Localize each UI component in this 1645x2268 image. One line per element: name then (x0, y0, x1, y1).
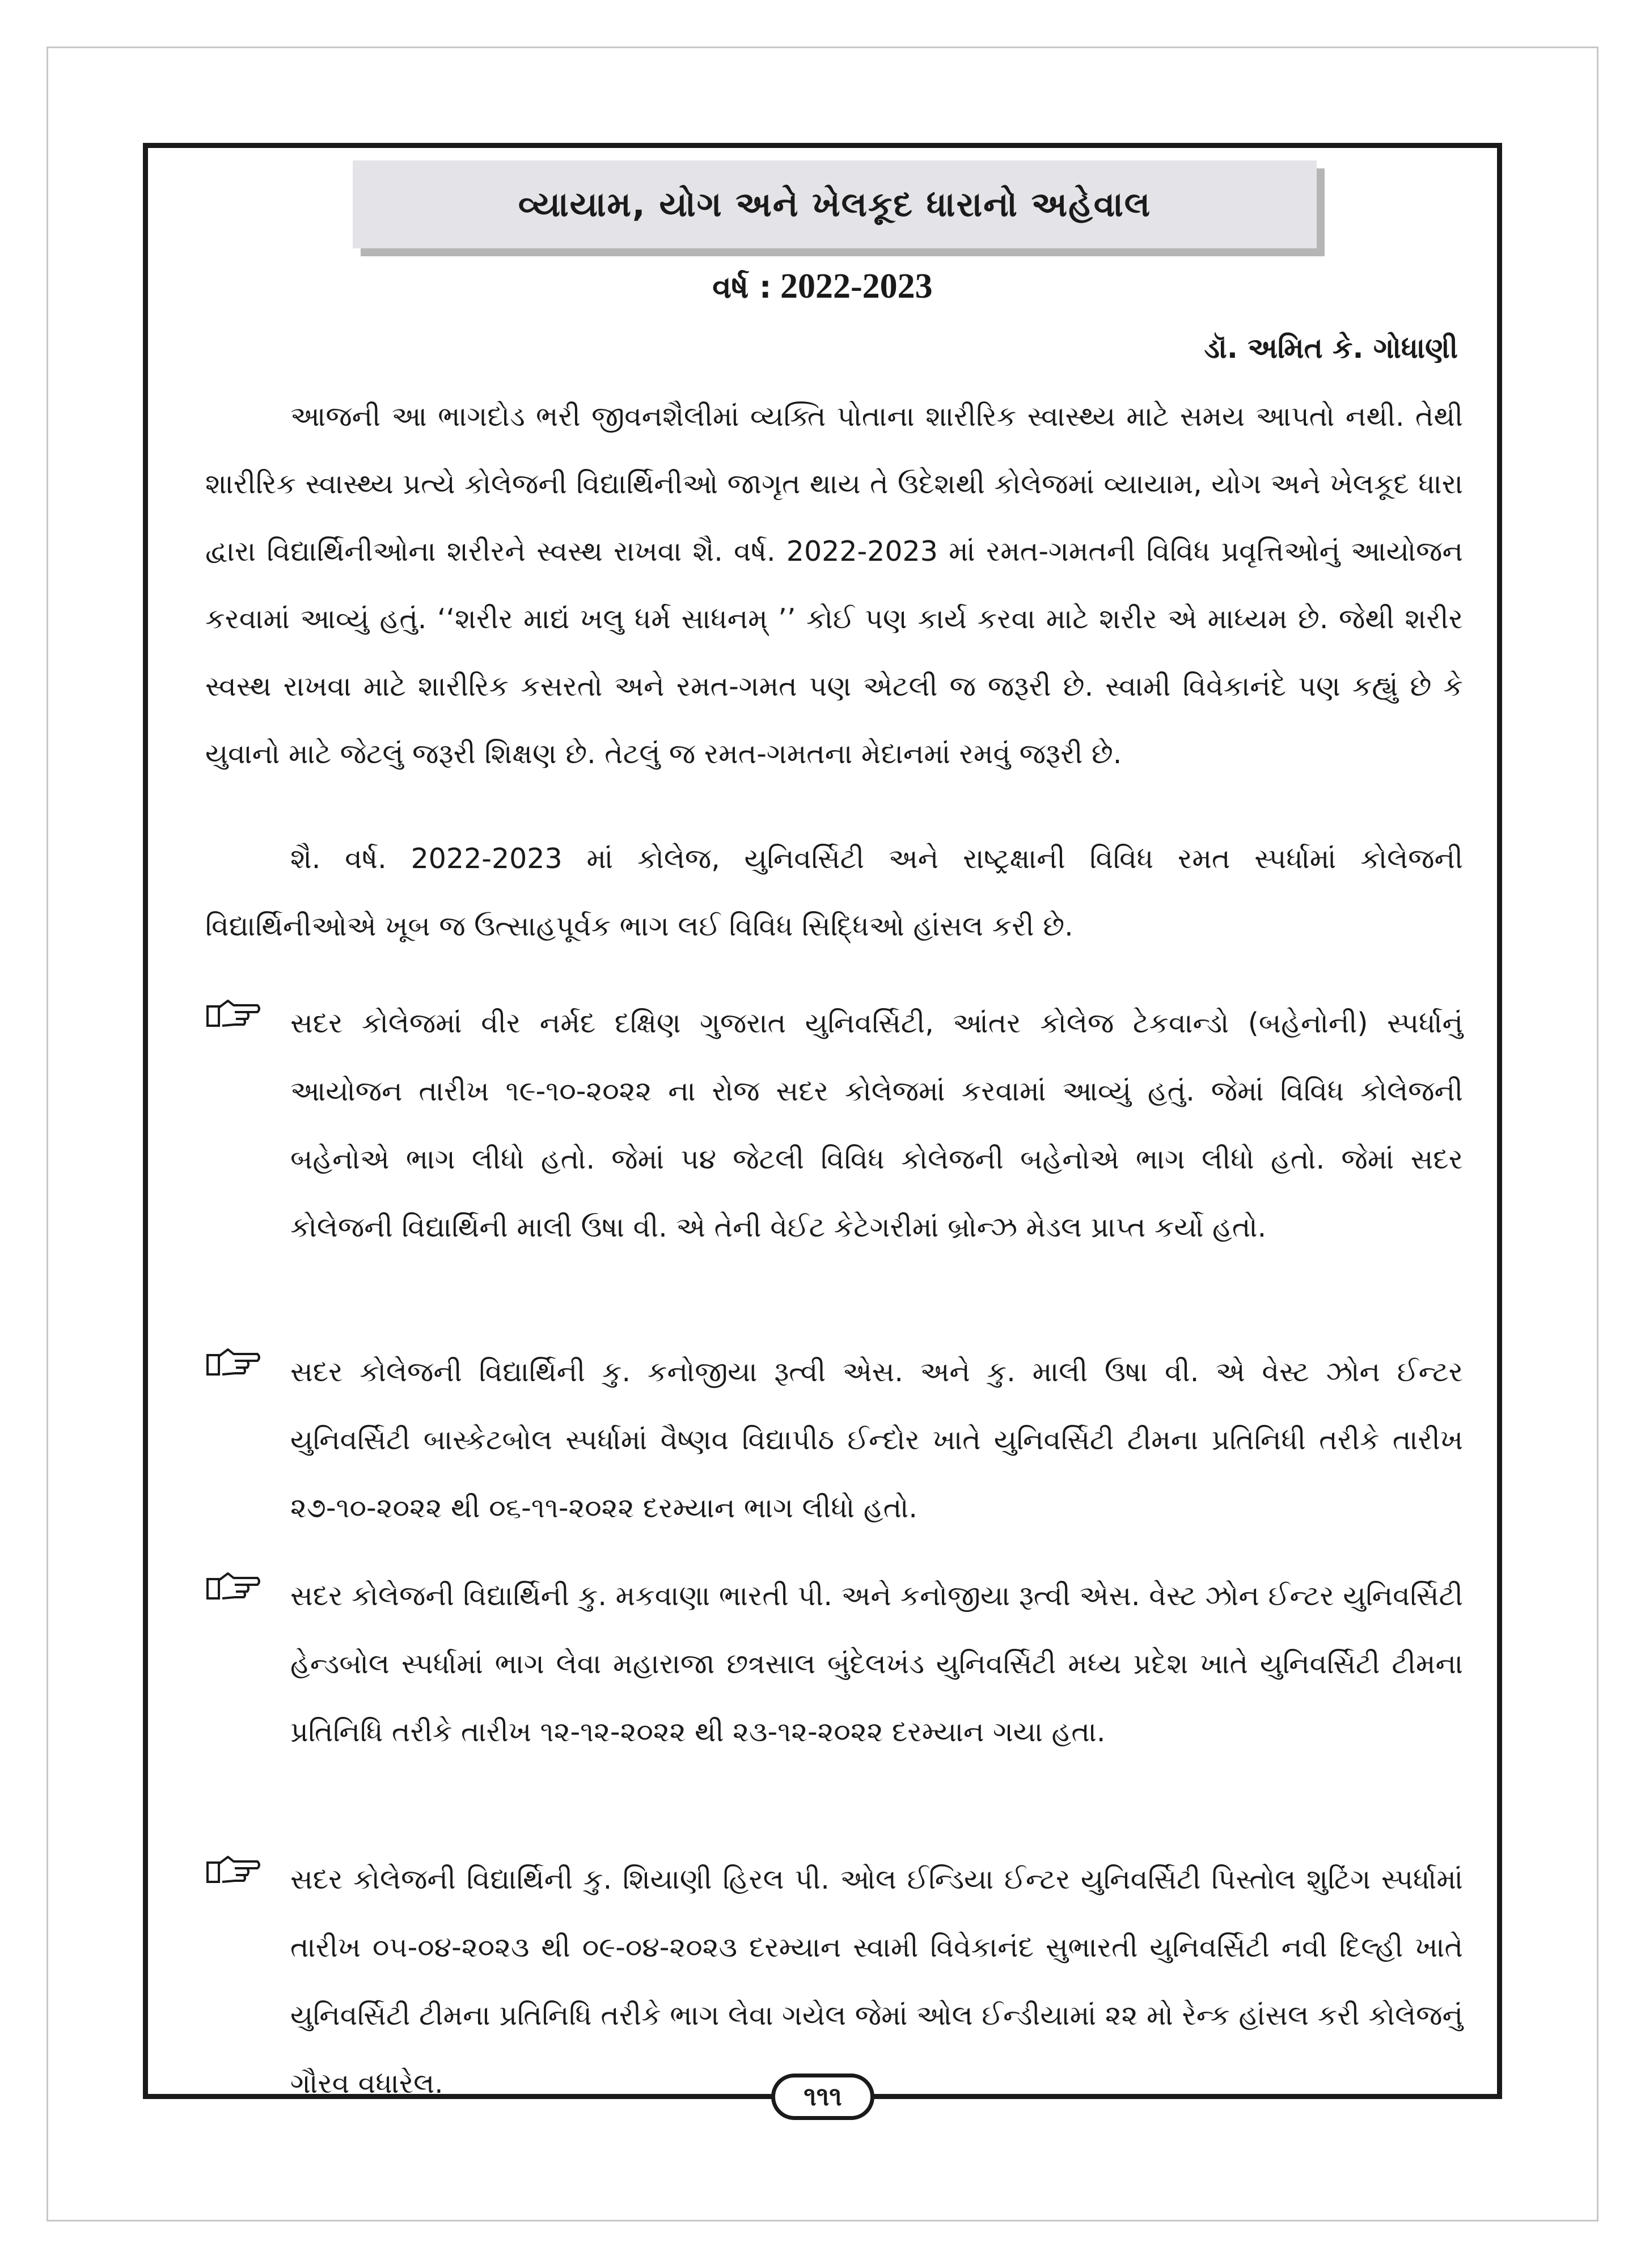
report-title-box (353, 160, 1317, 248)
bullet-text: સદર કોલેજની વિદ્યાર્થિની કુ. કનોજીયા રૂત્વી એસ. અને કુ. માલી ઉષા વી. એ વેસ્ટ ઝોન ઈન્ટર યુનિવર્સિટી બાસ્કેટબોલ સ્પર્ધામાં વૈષ્ણવ વિદ્યાપીઠ ઈન્દોર ખાતે યુનિવર્સિટી ટીમના પ્રતિનિધી તરીકે તારીખ ૨૭-૧૦-૨૦૨૨ થી ૦૬-૧૧-૨૦૨૨ દરમ્યાન ભાગ લીધો હતો. (290, 1356, 1463, 1524)
year-value: 2022-2023 (780, 267, 933, 306)
academic-year (0, 266, 1645, 307)
bullet-text: સદર કોલેજમાં વીર નર્મદ દક્ષિણ ગુજરાત યુનિવર્સિટી, આંતર કોલેજ ટેકવાન્ડો (બહેનોની) સ્પર્ધાનું આયોજન તારીખ ૧૯-૧૦-૨૦૨૨ ના રોજ સદર કોલેજમાં કરવામાં આવ્યું હતું. જેમાં વિવિધ કોલેજની બહેનોએ ભાગ લીધો હતો. જેમાં ૫૪ જેટલી વિવિધ કોલેજની બહેનોએ ભાગ લીધો હતો. જેમાં સદર કોલેજની વિદ્યાર્થિની માલી ઉષા વી. એ તેની વેઈટ કેટેગરીમાં બ્રોન્ઝ મેડલ પ્રાપ્ત કર્યો હતો. (290, 1007, 1463, 1243)
intro-paragraph: આજની આ ભાગદોડ ભરી જીવનશૈલીમાં વ્યક્તિ પોતાના શારીરિક સ્વાસ્થ્ય માટે સમય આપતો નથી. તેથી શારીરિક સ્વાસ્થ્ય પ્રત્યે કોલેજની વિદ્યાર્થિનીઓ જાગૃત થાય તે ઉદેશથી કોલેજમાં વ્યાયામ, યોગ અને ખેલકૂદ ધારા દ્વારા વિદ્યાર્થિનીઓના શરીરને સ્વસ્થ રાખવા શૈ. વર્ષ. 2022-2023 માં રમત-ગમતની વિવિધ પ્રવૃત્તિઓનું આયોજન કરવામાં આવ્યું હતું. ‘‘શરીર માદ્યં ખલુ ધર્મ સાધનમ્ ’’ કોઈ પણ કાર્ય કરવા માટે શરીર એ માધ્યમ છે. જેથી શરીર સ્વસ્થ રાખવા માટે શારીરિક કસરતો અને રમત-ગમત પણ એટલી જ જરૂરી છે. સ્વામી વિવેકાનંદે પણ કહ્યું છે કે યુવાનો માટે જેટલું જરૂરી શિક્ષણ છે. તેટલું જ રમત-ગમતના મેદાનમાં રમવું જરૂરી છે. (205, 400, 1463, 770)
page-number: ૧૧૧ (804, 2081, 842, 2112)
pointing-hand-icon (205, 994, 262, 1034)
report-title: વ્યાયામ, યોગ અને ખેલકૂદ ધારાનો અહેવાલ (518, 184, 1152, 225)
year-label: વર્ષ : (712, 269, 772, 305)
bullet-text: સદર કોલેજની વિદ્યાર્થિની કુ. મકવાણા ભારતી પી. અને કનોજીયા રૂત્વી એસ. વેસ્ટ ઝોન ઈન્ટર યુનિવર્સિટી હેન્ડબોલ સ્પર્ધામાં ભાગ લેવા મહારાજા છત્રસાલ બુંદેલખંડ યુનિવર્સિટી મધ્ય પ્રદેશ ખાતે યુનિવર્સિટી ટીમના પ્રતિનિધિ તરીકે તારીખ ૧૨-૧૨-૨૦૨૨ થી ૨૩-૧૨-૨૦૨૨ દરમ્યાન ગયા હતા. (290, 1580, 1463, 1748)
page-number-badge (771, 2074, 874, 2120)
achievements-paragraph: શૈ. વર્ષ. 2022-2023 માં કોલેજ, યુનિવર્સિટી અને રાષ્ટ્રક્ષાની વિવિધ રમત સ્પર્ધામાં કોલેજની વિદ્યાર્થિનીઓએ ખૂબ જ ઉત્સાહપૂર્વક ભાગ લઈ વિવિધ સિદ્ધિઓ હાંસલ કરી છે. (205, 843, 1463, 942)
pointing-hand-icon (205, 1567, 262, 1606)
bullet-text: સદર કોલેજની વિદ્યાર્થિની કુ. શિયાણી હિરલ પી. ઓલ ઈન્ડિયા ઈન્ટર યુનિવર્સિટી પિસ્તોલ શુટિંગ સ્પર્ધામાં તારીખ ૦૫-૦૪-૨૦૨૩ થી ૦૯-૦૪-૨૦૨૩ દરમ્યાન સ્વામી વિવેકાનંદ સુભારતી યુનિવર્સિટી નવી દિલ્હી ખાતે યુનિવર્સિટી ટીમના પ્રતિનિધિ તરીકે ભાગ લેવા ગયેલ જેમાં ઓલ ઈન્ડીયામાં ૨૨ મો રેન્ક હાંસલ કરી કોલેજનું ગૌરવ વધારેલ. (290, 1863, 1463, 2100)
author-name: ડૉ. અમિત કે. ગોધાણી (1204, 332, 1458, 365)
pointing-hand-icon (205, 1343, 262, 1382)
list-item (205, 1562, 1463, 1766)
pointing-hand-icon (205, 1850, 262, 1890)
list-item (205, 989, 1463, 1262)
list-item (205, 1338, 1463, 1542)
